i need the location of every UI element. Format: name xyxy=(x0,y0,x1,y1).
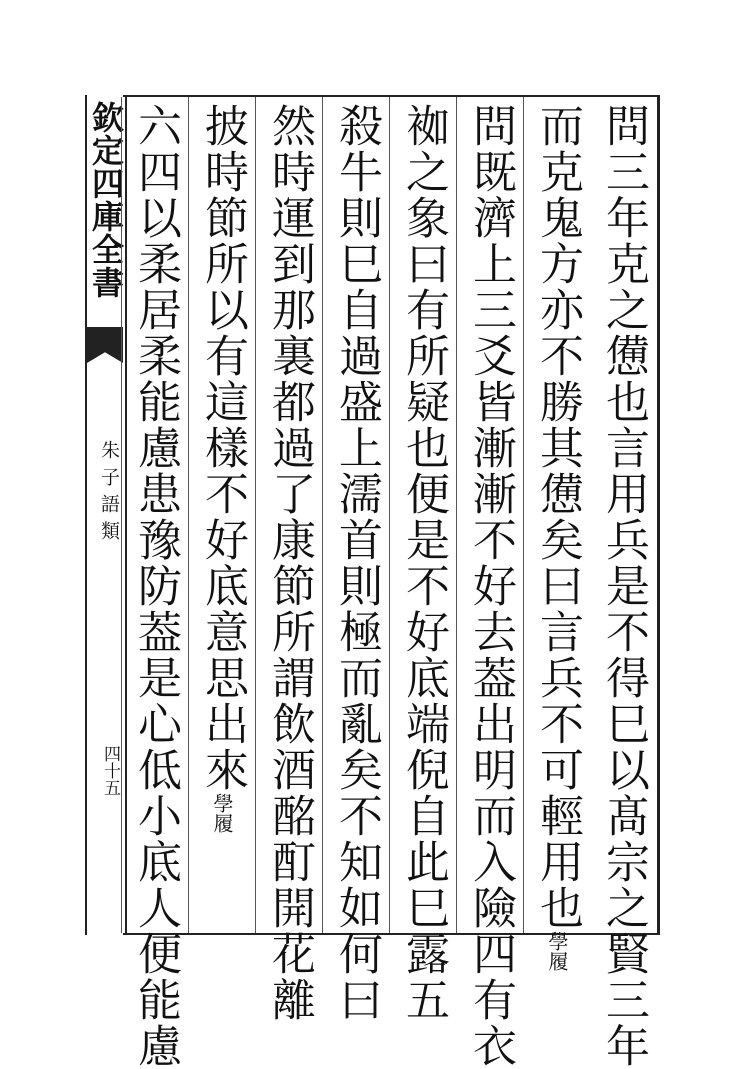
book-title: 欽定四庫全書 xyxy=(87,101,125,299)
text-column xyxy=(121,97,188,1069)
text-column xyxy=(255,97,322,1023)
column-note: 學履 xyxy=(210,793,234,833)
text-column xyxy=(590,97,657,1069)
section-title: 朱子語類 xyxy=(98,440,120,548)
text-column xyxy=(188,97,255,933)
text-column xyxy=(389,97,456,1023)
column-text: 袽之象曰有所疑也便是不好底端倪自此巳露五 xyxy=(398,103,449,1023)
column-note: 學履 xyxy=(545,931,569,971)
text-column xyxy=(456,97,523,1069)
column-text: 殺牛則巳自過盛上濡首則極而亂矣不知如何曰 xyxy=(331,103,382,1023)
column-text: 披時節所以有這樣不好底意思出來 xyxy=(197,103,248,793)
text-block xyxy=(123,95,660,1069)
fishtail-mark-icon xyxy=(87,327,123,363)
text-column xyxy=(322,97,389,1023)
page-number: 四十五 xyxy=(100,745,120,796)
column-text: 六四以柔居柔能慮患豫防葢是心低小底人便能慮 xyxy=(130,103,181,1069)
column-text: 問三年克之憊也言用兵是不得巳以髙宗之賢三年 xyxy=(598,103,649,1069)
text-column xyxy=(523,97,590,971)
column-text: 然時運到那裏都過了康節所謂飲酒酩酊開花離 xyxy=(264,103,315,1023)
column-text: 問既濟上三爻皆漸漸不好去葢出明而入險四有衣 xyxy=(465,103,516,1069)
column-text: 而克鬼方亦不勝其憊矣曰言兵不可輕用也 xyxy=(532,103,583,931)
